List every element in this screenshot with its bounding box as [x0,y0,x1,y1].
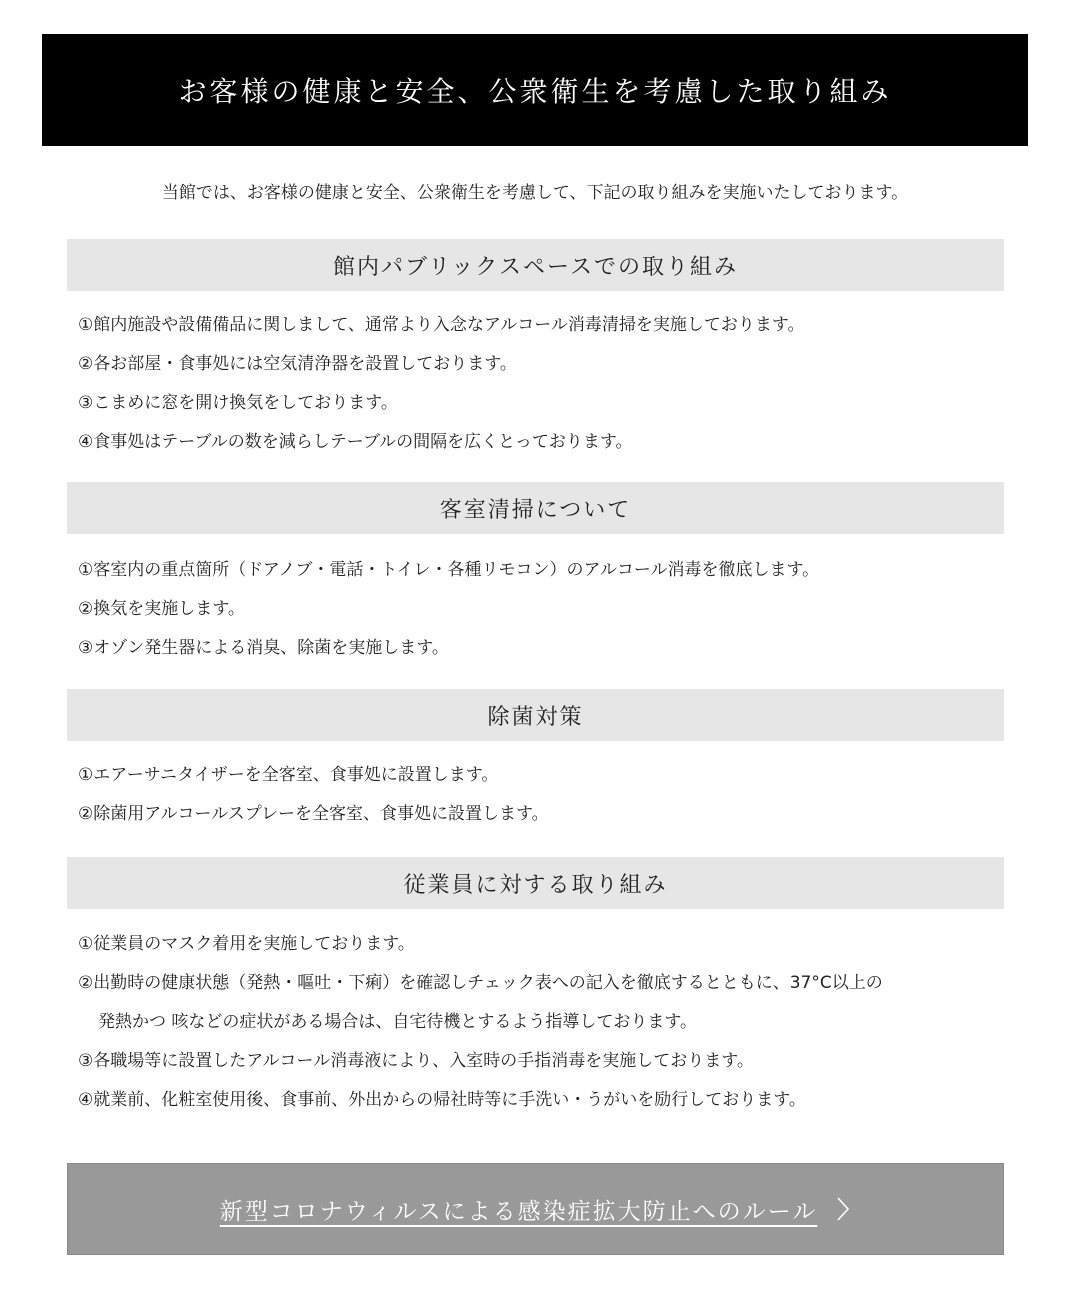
list-item: ④食事処はテーブルの数を減らしテーブルの間隔を広くとっております。 [78,432,633,452]
section-heading-staff: 従業員に対する取り組み [67,857,1004,909]
page-title: お客様の健康と安全、公衆衛生を考慮した取り組み [178,75,892,108]
list-item: ④就業前、化粧室使用後、食事前、外出からの帰社時等に手洗い・うがいを励行しております。 [78,1090,806,1110]
intro-text: 当館では、お客様の健康と安全、公衆衛生を考慮して、下記の取り組みを実施いたしております。 [161,183,909,203]
list-item: ①客室内の重点箇所（ドアノブ・電話・トイレ・各種リモコン）のアルコール消毒を徹底します。 [78,560,820,580]
list-item: ②除菌用アルコールスプレーを全客室、食事処に設置します。 [78,804,549,824]
list-item: ①エアーサニタイザーを全客室、食事処に設置します。 [78,765,499,785]
list-item: ③各職場等に設置したアルコール消毒液により、入室時の手指消毒を実施しております。 [78,1051,754,1071]
list-item: ②各お部屋・食事処には空気清浄器を設置しております。 [78,354,517,374]
covid-rules-link-label[interactable]: 新型コロナウィルスによる感染症拡大防止へのルール [219,1198,818,1225]
section-list-public-space [78,306,1008,462]
list-item: ①館内施設や設備備品に関しまして、通常より入念なアルコール消毒清掃を実施しております。 [78,315,805,335]
list-item: ③オゾン発生器による消臭、除菌を実施します。 [78,638,449,658]
section-list-staff [78,925,1008,1120]
section-heading-room-cleaning: 客室清掃について [67,482,1004,534]
list-item: ①従業員のマスク着用を実施しております。 [78,934,415,954]
section-heading-public-space: 館内パブリックスペースでの取り組み [67,239,1004,291]
list-item: ②出勤時の健康状態（発熱・嘔吐・下痢）を確認しチェック表への記入を徹底するとともに、37°C以上の [78,973,883,993]
list-item: ③こまめに窓を開け換気をしております。 [78,393,398,413]
section-heading-sanitization: 除菌対策 [67,689,1004,741]
covid-rules-link-button[interactable] [67,1163,1004,1255]
section-list-sanitization [78,756,1008,834]
list-item: ②換気を実施します。 [78,599,245,619]
section-list-room-cleaning [78,551,1008,668]
list-item-continuation: 発熱かつ 咳などの症状がある場合は、自宅待機とするよう指導しております。 [98,1012,698,1032]
header-banner [42,34,1028,146]
chevron-right-icon [835,1196,851,1222]
